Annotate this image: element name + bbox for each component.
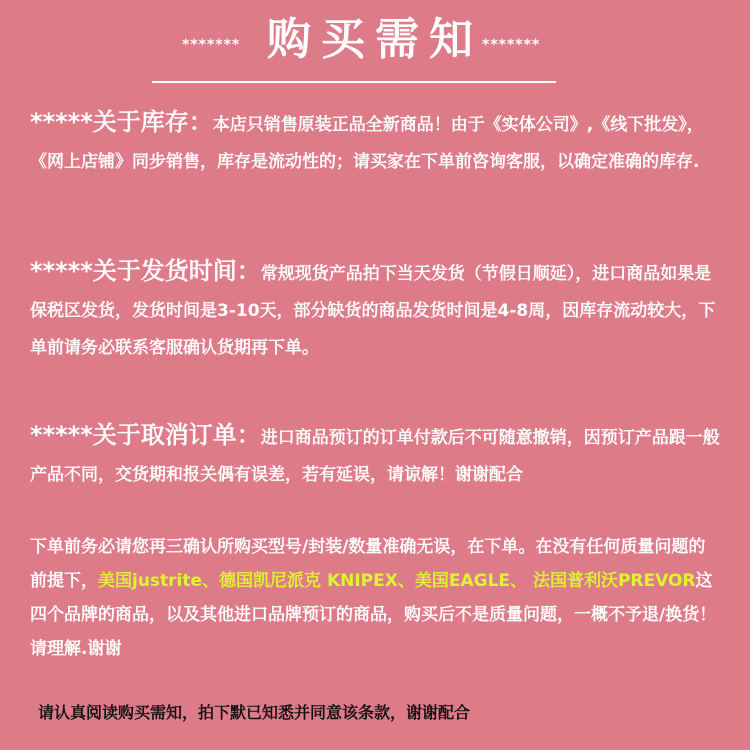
- section-body: 常规现货产品拍下当天发货（节假日顺延），进口商品如果是保税区发货，发货时间是3-10天，部分缺货的商品发货时间是4-8周，因库存流动较大，下单前请务必联系客服确认货期再下单。: [30, 264, 716, 358]
- footer-note: 请认真阅读购买需知，拍下默已知悉并同意该条款，谢谢配合: [38, 703, 471, 722]
- page-title: 购买需知: [267, 14, 483, 65]
- brand-list: 美国justrite、德国凯尼派克 KNIPEX、美国EAGLE、 法国普利沃PREVOR: [98, 571, 696, 591]
- stars-left: *******: [182, 37, 241, 53]
- section-cancel-order: [30, 417, 720, 494]
- title-divider: [152, 81, 556, 83]
- section-shipping-time: [30, 253, 720, 367]
- section-body: 本店只销售原装正品全新商品！由于《实体公司》,《线下批发》，《网上店铺》同步销售，库存是流动性的；请买家在下单前咨询客服，以确定准确的库存.: [30, 115, 704, 172]
- section-body: 进口商品预订的订单付款后不可随意撤销，因预订产品跟一般产品不同，交货期和报关偶有误差，若有延误，请谅解！谢谢配合: [30, 428, 720, 485]
- notice-text: 下单前务必请您再三确认所购买型号/封装/数量准确无误，在下单。在没有任何质量问题的前提下，: [30, 537, 706, 591]
- section-heading: *****关于发货时间：: [30, 257, 261, 285]
- header: [0, 0, 750, 86]
- order-notice: [30, 530, 720, 666]
- section-heading: *****关于取消订单：: [30, 421, 261, 449]
- section-heading: *****关于库存：: [30, 108, 213, 136]
- notice-text-continued: 这四个品牌的商品，以及其他进口品牌预订的商品，购买后不是质量问题，一概不予退/换货！请理解.谢谢: [30, 571, 717, 659]
- stars-right: *******: [482, 37, 541, 53]
- section-inventory: [30, 104, 720, 181]
